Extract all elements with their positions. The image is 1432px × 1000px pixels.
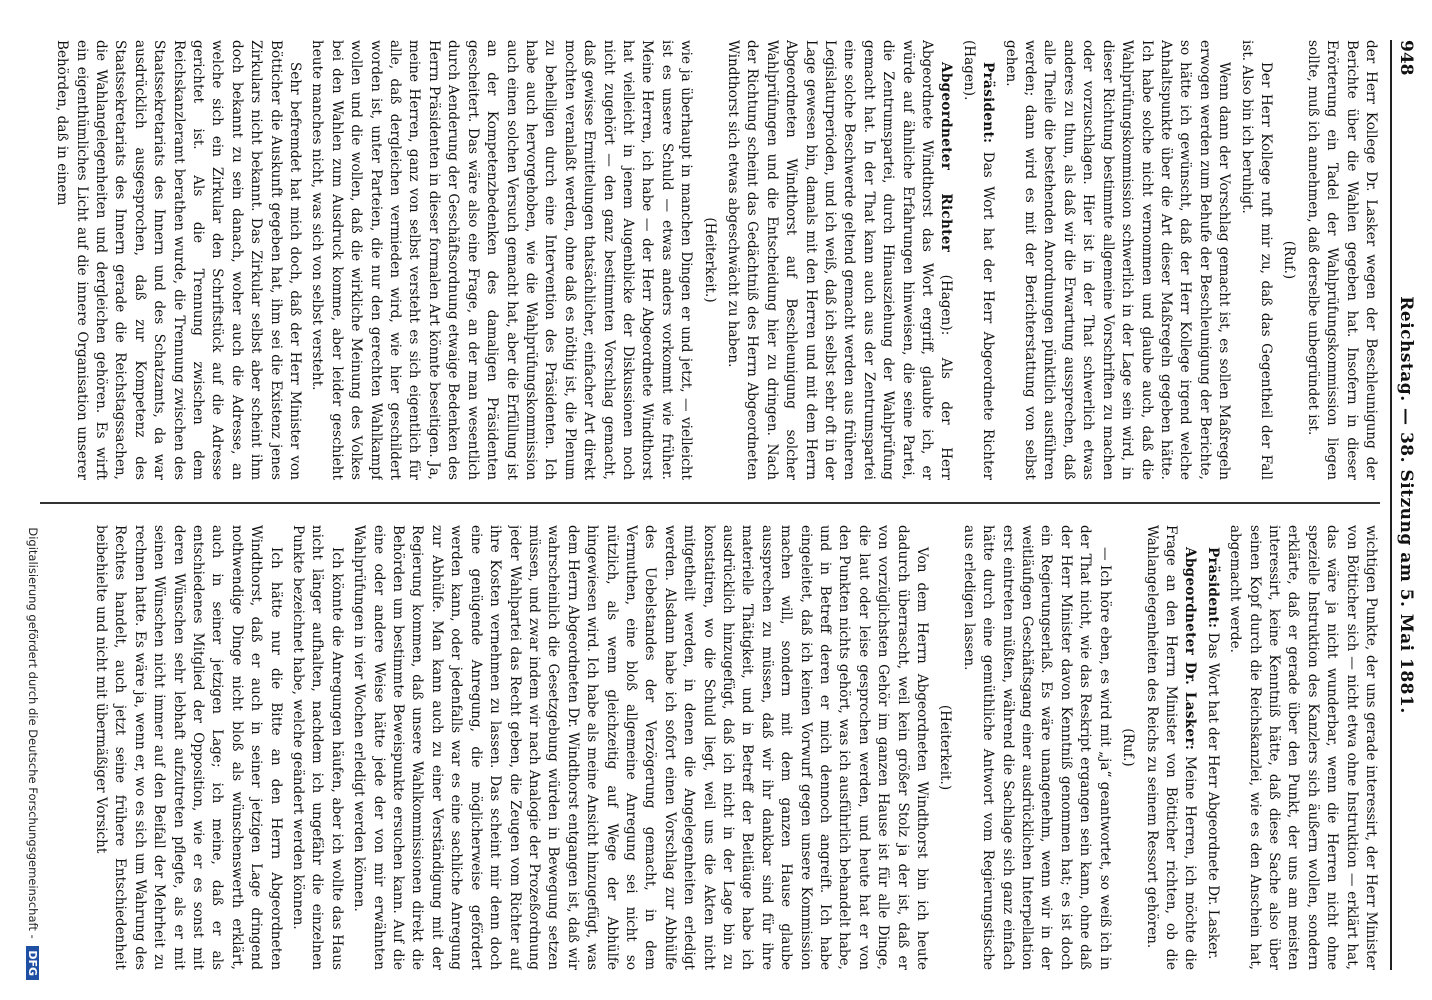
paragraph-text: wie ja überhaupt in manchen Dingen er und jetzt, — vielleicht ist es unsere Schuld — etwas anders vorkommt wie früher. Meine Herren, ich habe — der Herr Abgeordnete Windthorst hat vielleicht in jenem Augenblicke der Diskussionen noch nicht zugehört — den ganz bestimmten Vorschlag gemacht, daß gewisse Ermittelungen thatsächlicher, einfacher Art direkt mochten veranlaßt werden, ohne daß es nöthig ist, die Plenum zu behelligen durch eine Intervention des Präsidenten. Ich habe auch hervorgehoben, wie die Wahlprüfungskommission auch einen solchen Versuch gemacht hat, aber die Erfüllung ist an der Kompetenzbedenken des damaligen Präsidenten gescheitert. Das wäre also eine Frage, an der man wesentlich durch Aenderung der Geschäftsordnung etwaige Bedenken des Herrn Präsidenten in dieser formalen Art könnte beseitigen. Ja, meine Herren, ganz von selbst versteht es sich eigentlich für alle, daß dergleichen vermieden wird, wie hier geschildert worden ist, unter Parteien, die nur den gerechten Wahlkampf wollen und die wollen, daß die wirkliche Meinung des Volkes bei den Wahlen zum Ausdruck komme, aber leider geschieht heute manches nicht, was sich von selbst versteht. xyxy=(309,40,695,480)
page-title: Reichstag. — 38. Sitzung am 5. Mai 1881. xyxy=(1396,296,1416,714)
speaker-name: Präsident: xyxy=(1204,547,1221,629)
paragraph-text: Von dem Herrn Abgeordneten Windthorst bin ich heute dadurch überrascht, weil kein größer Stolz ja der ist, daß er von vorzüglichsten Gehör im ganzen Hause ist für alle Dinge, die laut oder leise gesprochen werden, und heute hat er von den Punkten nichts gehört, was ich ausführlich behandelt habe, und in Betreff deren er mich dennoch angreift. Ich habe eingeleitet, daß ich keinen Vorwurf gegen unsere Kommission machen will, sondern mit dem ganzen Hause glaube aussprechen zu müssen, daß wir ihr dankbar sind für ihre materielle Thätigkeit, und in Betreff der Beitläuge habe ich ausdrücklich hinzugefügt, daß ich nicht in der Lage bin zu konstatiren, wo die Schuld liegt, weil uns die Akten nicht mitgetheilt werden, in denen die Angelegenheiten erledigt werden. Alsdann habe ich sofort einen Vorschlag zur Abhülfe des Uebelstandes der Verzögerung gemacht, in dem Vermuthen, eine bloß allgemeine Anregung sei nicht so nützlich, als wenn gleichzeitig auf Wege der Abhülfe hingewiesen wird. Ich habe als meine Ansicht hinzugefügt, was dem Herrn Abgeordneten Dr. Windthorst entgangen ist, daß wir wahrscheinlich die Gesetzgebung würden in Bewegung setzen müssen, und zwar indem wir nach Analogie der Prozeßordnung jeder Wahlpartei das Recht geben, die Zeugen vom Richter auf ihre Kosten vernehmen zu lassen. Das scheint mir denn doch eine genügende Anregung, die möglicherweise gefördert werden kann, oder jedenfalls war es eine sachliche Anregung zur Abhülfe. Man kann auch zu einer Verständigung mit der Regierung kommen, daß unsere Wahlkommissionen direkt die Behörden um bestimmte Beweispunkte ersuchen kann. Auf die eine oder andere Weise hätte jede der von mir erwähnten Wahlprüfungen in vier Wochen erledigt werden können. xyxy=(351,525,931,970)
speaker-name: Präsident: xyxy=(980,62,997,144)
interjection: (Heiterkeit.) xyxy=(701,217,718,303)
speaker-name: Abgeordneter Dr. Lasker: xyxy=(1182,547,1199,751)
paragraph-text: der Herr Kollege Dr. Lasker wegen der Beschleunigung der Berichte über die Wahlen gegeben hat. Insofern in dieser Erörterung ein Tadel der Wahlprüfungskommission liegen sollte, muß ich annehmen, daß derselbe unbegründet ist. xyxy=(1304,40,1379,480)
paragraph xyxy=(91,525,285,970)
paragraph-text: Der Herr Kollege ruft mir zu, daß das Gegentheil der Fall ist. Also bin ich beruhigt. xyxy=(1238,40,1274,480)
interjection: (Ruf.) xyxy=(1281,240,1298,280)
interjection: (Ruf.) xyxy=(1120,728,1137,767)
paragraph-text: Ich könnte die Anregungen häufen, aber ich wollte das Haus nicht länger aufhalten, nachdem ich ungefähr die einzelnen Punkte bezeichnet habe, welche geändert werden können. xyxy=(290,525,345,970)
dfg-logo: DFG xyxy=(26,946,39,980)
paragraph xyxy=(288,525,346,970)
paragraph xyxy=(1302,40,1380,480)
paragraph-text: Meine Herren, ich möchte die Frage an den Herrn Minister von Bötticher richten, ob die Wahlangelegenheiten des Reichs zu seinem Ressort gehören. xyxy=(1143,525,1199,970)
paragraph-text: Wenn dann der Vorschlag gemacht ist, es sollen Maßregeln erwogen werden zum Behufe der Beschleunigung der Berichte, so hätte ich gewünscht, daß der Herr Kollege irgend welche Anhaltspunkte über die Art dieser Maßregeln gegeben hätte. Ich habe solche nicht vernommen und glaube auch, daß die Wahlprüfungskommission schwerlich in der Lage sein wird, in dieser Richtung bestimmte allgemeine Vorschriften zu machen oder vorzuschlagen. Hier ist in der That schwerlich etwas anderes zu thun, als daß wir die Erwartung aussprechen, daß alle Theile die bestehenden Anordnungen pünktlich ausführen werden; dann wird es mit der Berichterstattung von selbst gehen. xyxy=(1002,40,1233,480)
speaker-name: Abgeordneter Richter xyxy=(938,62,955,253)
paragraph xyxy=(1236,40,1275,480)
text-column-right xyxy=(40,525,1380,970)
text-column-left xyxy=(40,40,1380,480)
paragraph xyxy=(1141,525,1199,970)
paragraph xyxy=(307,40,695,480)
paragraph-text: Das Wort hat der Herr Abgeordnete Richter (Hagen). xyxy=(960,40,997,480)
paragraph xyxy=(349,525,931,970)
paragraph xyxy=(1225,525,1380,970)
paragraph xyxy=(723,40,956,480)
paragraph-text: — Ich höre eben, es wird mit „ja“ geantwortet, so weiß ich in der That nicht, wie das Reskript ergangen sein kann, ohne daß der Herr Minister davon Kenntniß genommen hat; es ist doch ein Regierungserlaß. Es wäre unangenehm, wenn wir in der weitläufigen Geschäftsgang einer ausdrücklichen Interpellation erst eintreten müßten, während die Sachlage sich ganz einfach hätte durch eine gemüthliche Antwort vom Regierungstische aus erledigen lassen. xyxy=(960,525,1113,970)
paragraph xyxy=(1000,40,1233,480)
paragraph-text: (Hagen): Als der Herr Abgeordnete Windthorst das Wort ergriff, glaubte ich, er würde auf ähnliche Erfahrungen hinweisen, die seine Partei, die Zentrumspartei, durch Hinausziehung der Wahlprüfung gemacht hat. In der That kann auch aus der Zentrumspartei eine solche Beschwerde geltend gemacht werden aus früheren Legislaturperioden, und ich weiß, daß ich selbst sehr oft in der Lage gewesen bin, damals mit den Herren und mit dem Herrn Abgeordneten Windthorst auf Beschleunigung solcher Wahlprüfungen und die Entscheidung hier zu dringen. Nach der Richtung scheint das Gedächtniß des Herrn Abgeordneten Windthorst sich etwas abgeschwächt zu haben. xyxy=(725,40,955,480)
paragraph-text: Das Wort hat der Herr Abgeordnete Dr. Lasker. xyxy=(1204,632,1221,960)
page-number: 948 xyxy=(1396,40,1416,76)
interjection: (Heiterkeit.) xyxy=(937,704,954,791)
column-divider xyxy=(40,502,1380,504)
paragraph xyxy=(958,525,1113,970)
paragraph-text: Ich hätte nur die Bitte an den Herrn Abgeordneten Windthorst, daß er auch in seiner jetzigen Lage dringend nothwendige Dinge nicht bloß als wünschenswerth erklärt, auch in seiner jetzigen Lage; ich meine, daß er als entschiedenes Mitglied der Opposition, wie er es sonst mit deren Wünschen sehr lebhaft aufzutreten pflegte, als er mit seinen Wünschen nicht immer auf den Beifall der Mehrheit zu rechnen hatte. Es wäre ja, wenn er, wo es sich um Wahrung des Rechtes handelt, auch jetzt seine frühere Entschiedenheit beibehielte und nicht mit übermäßiger Vorsicht xyxy=(93,525,284,970)
paragraph xyxy=(52,40,304,480)
paragraph-text: wichtigen Punkte, der uns gerade interessirt, der Herr Minister von Bötticher sich — nicht etwa ohne Instruktion — erklärt hat, das wäre ja nicht wunderbar, wenn die Herren nicht ohne spezielle Instruktion des Kanzlers sich äußern wollen, sondern erklärte, daß er gerade über den Punkt, der uns am meisten interessirt, keine Kenntniß hätte, daß diese Sache also über seinen Kopf durch die Reichskanzlei, wie es den Anschein hat, abgemacht werde. xyxy=(1227,525,1379,970)
paragraph xyxy=(1202,525,1221,970)
paragraph-text: Sehr befremdet hat mich doch, daß der Herr Minister von Bötticher die Auskunft gegeben hat, ihm sei die Existenz jenes Zirkulars nicht bekannt. Das Zirkular selbst aber scheint ihm doch bekannt zu sein danach, woher auch die Adresse, an welche sich ein Zirkular den Schriftstück auf die Adresse gerichtet ist. Als die Trennung zwischen dem Reichskanzleramt berathen wurde, die Trennung zwischen des Staatssekretariats des Innern und des Schatzamts, da war ausdrücklich ausgesprochen, daß zur Kompetenz des Staatssekretariats des Innern gerade die Reichstagssachen, die Wahlangelegenheiten und dergleichen gehören. Es wirft ein eigenthümliches Licht auf die innere Organisation unserer Behörden, daß in einem xyxy=(54,40,304,480)
page-header xyxy=(1390,40,1422,970)
credit-text: Digitalisierung gefördert durch die Deutsche Forschungsgemeinschaft - xyxy=(26,527,40,939)
digitization-credit xyxy=(26,527,40,980)
paragraph xyxy=(958,40,997,480)
